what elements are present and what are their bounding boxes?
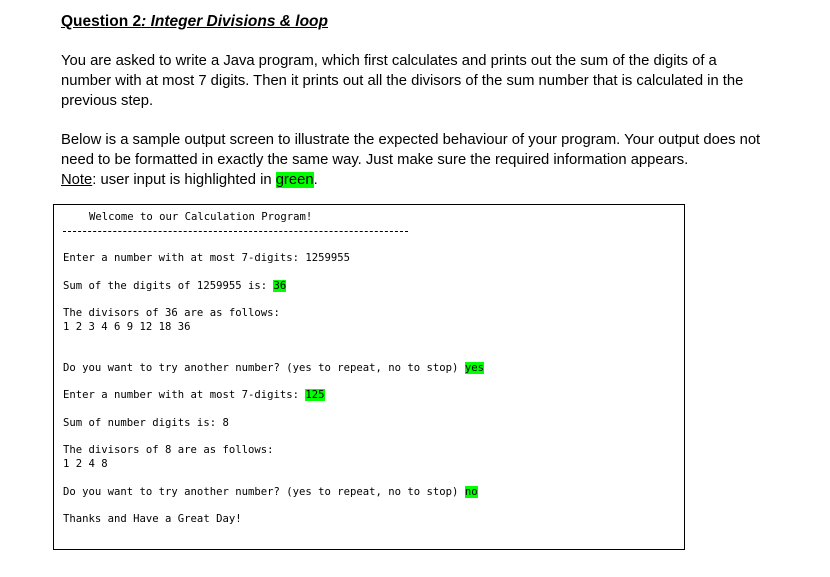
console-divisors-2-list: 1 2 4 8: [63, 458, 108, 470]
console-divisors-2-header: The divisors of 8 are as follows:: [63, 444, 274, 456]
console-prompt-1: [63, 252, 350, 265]
console-prompt-2: [63, 389, 325, 402]
task-description: You are asked to write a Java program, which first calculates and prints out the sum of the digits of a number with at most 7 digits. Then it prints out all the divisors of the sum number that is calculated in the previous step.: [61, 53, 744, 109]
console-sum-1-text: Sum of the digits of 1259955 is:: [63, 280, 274, 292]
note-end: .: [313, 172, 318, 188]
console-repeat-1-answer: yes: [464, 362, 484, 374]
console-repeat-1: [63, 362, 484, 375]
note-highlight-green: green: [275, 172, 314, 188]
console-divisors-1-list: 1 2 3 4 6 9 12 18 36: [63, 321, 191, 333]
sample-output-console: [53, 204, 685, 550]
question-number: Question 2: [61, 13, 142, 30]
console-sum-1: [63, 280, 286, 293]
console-dashed-separator: [63, 231, 408, 232]
console-sum-1-value: 36: [273, 280, 287, 292]
console-repeat-2: [63, 486, 478, 499]
console-repeat-2-answer: no: [464, 486, 478, 498]
note-text: : user input is highlighted in: [92, 172, 276, 188]
console-input-1: 1259955: [305, 252, 351, 264]
console-prompt-1-text: Enter a number with at most 7-digits:: [63, 252, 306, 264]
console-repeat-1-text: Do you want to try another number? (yes to repeat, no to stop): [63, 362, 465, 374]
console-repeat-2-text: Do you want to try another number? (yes to repeat, no to stop): [63, 486, 465, 498]
console-prompt-2-text: Enter a number with at most 7-digits:: [63, 389, 306, 401]
console-welcome: Welcome to our Calculation Program!: [89, 211, 313, 223]
console-input-2: 125: [305, 389, 325, 401]
console-divisors-1-header: The divisors of 36 are as follows:: [63, 307, 280, 319]
console-goodbye: Thanks and Have a Great Day!: [63, 513, 242, 525]
sample-description: [61, 130, 761, 190]
sample-description-text: Below is a sample output screen to illustrate the expected behaviour of your program. Your output does not need to be formatted in exactly the same way. Just make sure the required information appears.: [61, 132, 761, 168]
console-sum-2: Sum of number digits is: 8: [63, 417, 229, 429]
question-subtitle: : Integer Divisions & loop: [141, 13, 328, 30]
question-title: [61, 12, 328, 32]
note-label: Note: [61, 172, 93, 188]
